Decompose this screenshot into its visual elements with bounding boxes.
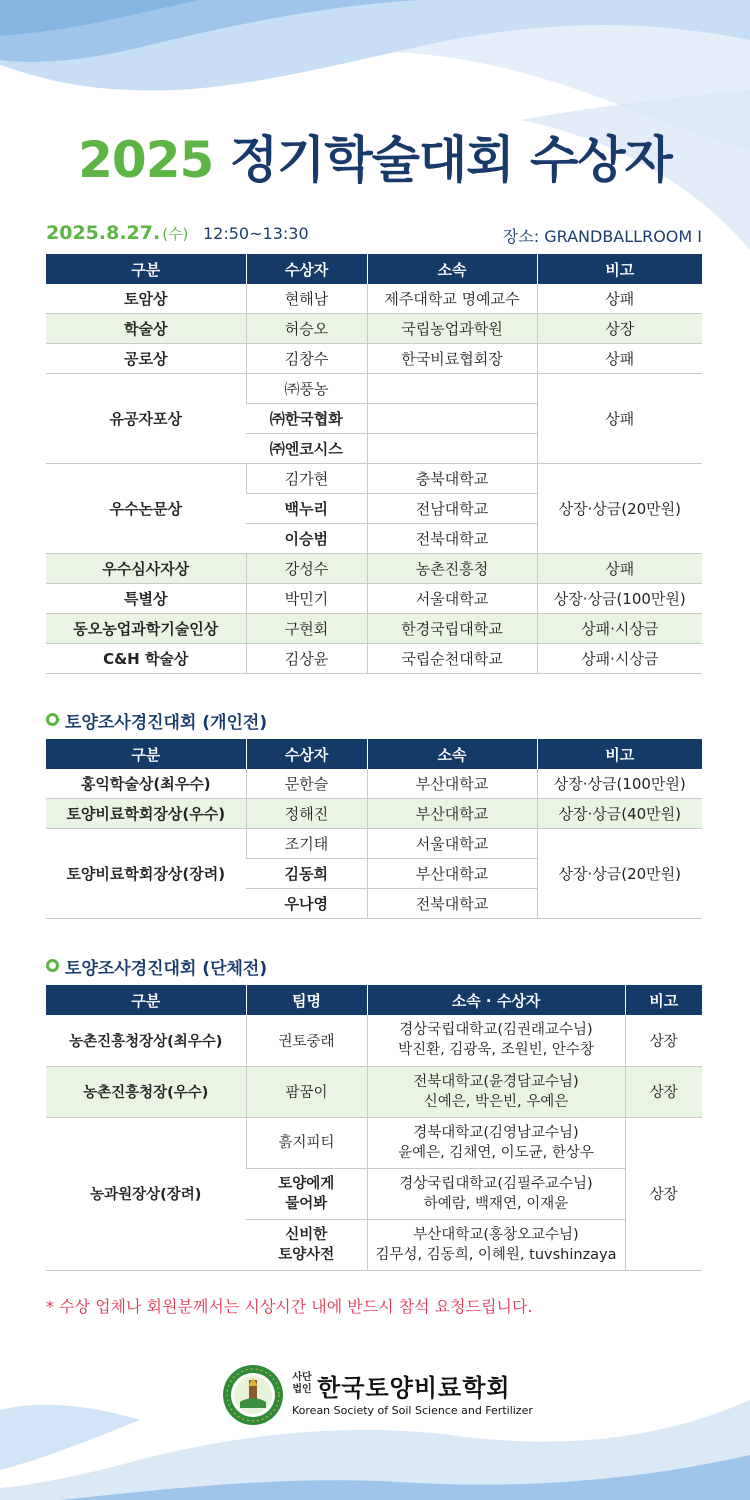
section-title-team	[46, 954, 267, 979]
table-row	[46, 374, 702, 404]
cell-winner: 김상윤	[246, 644, 367, 674]
header-note: 비고	[537, 739, 702, 769]
cell-winner: ㈜한국협화	[246, 404, 367, 434]
cell-org-line: 전북대학교(윤경담교수님)	[413, 1073, 579, 1090]
table-row	[46, 799, 702, 829]
prefix-line: 사단	[292, 1372, 312, 1383]
cell-affiliation-winners	[367, 1219, 625, 1270]
table-row	[46, 1066, 702, 1117]
table-row	[46, 1015, 702, 1066]
cell-category: 유공자포상	[46, 374, 246, 464]
team-contest-table	[46, 985, 702, 1271]
cell-affiliation: 한경국립대학교	[367, 614, 537, 644]
table-row	[46, 284, 702, 314]
cell-note: 상패	[537, 344, 702, 374]
cell-note: 상패·시상금	[537, 614, 702, 644]
cell-category: C&H 학술상	[46, 644, 246, 674]
cell-team	[246, 1219, 367, 1270]
title-text: 정기학술대회 수상자	[229, 131, 672, 189]
header-category: 구분	[46, 739, 246, 769]
cell-category: 토양비료학회장상(우수)	[46, 799, 246, 829]
table-row	[46, 584, 702, 614]
cell-affiliation: 부산대학교	[367, 769, 537, 799]
cell-affiliation: 부산대학교	[367, 799, 537, 829]
cell-team	[246, 1168, 367, 1219]
cell-affiliation-winners	[367, 1066, 625, 1117]
cell-category: 우수심사자상	[46, 554, 246, 584]
table-row	[46, 554, 702, 584]
cell-winner: 백누리	[246, 494, 367, 524]
bullet-icon	[46, 959, 59, 972]
awards-table	[46, 254, 702, 674]
table-row	[46, 769, 702, 799]
team-name-line: 토양사전	[278, 1246, 335, 1263]
cell-affiliation: 한국비료협회장	[367, 344, 537, 374]
cell-category: 특별상	[46, 584, 246, 614]
cell-affiliation: 전남대학교	[367, 494, 537, 524]
team-name-line: 물어봐	[285, 1195, 328, 1212]
cell-winner: 정해진	[246, 799, 367, 829]
cell-note: 상패·시상금	[537, 644, 702, 674]
cell-note: 상장·상금(40만원)	[537, 799, 702, 829]
cell-note: 상장	[625, 1015, 702, 1066]
cell-affiliation	[367, 434, 537, 464]
cell-affiliation: 국립순천대학교	[367, 644, 537, 674]
cell-affiliation-winners	[367, 1015, 625, 1066]
header-note: 비고	[537, 254, 702, 284]
cell-org-line: 경상국립대학교(김권래교수님)	[399, 1022, 593, 1039]
cell-category: 토암상	[46, 284, 246, 314]
cell-category: 농촌진흥청장상(최우수)	[46, 1015, 246, 1066]
cell-affiliation: 전북대학교	[367, 524, 537, 554]
cell-affiliation: 국립농업과학원	[367, 314, 537, 344]
cell-org-line: 경북대학교(김영남교수님)	[413, 1124, 579, 1141]
cell-note: 상장·상금(20만원)	[537, 464, 702, 554]
section-title-individual	[46, 708, 267, 733]
cell-affiliation	[367, 374, 537, 404]
cell-category: 학술상	[46, 314, 246, 344]
corporation-prefix	[292, 1372, 312, 1396]
cell-category: 토양비료학회장상(장려)	[46, 829, 246, 919]
cell-affiliation: 전북대학교	[367, 889, 537, 919]
day-text: (수)	[162, 225, 189, 243]
cell-team: 팜꿈이	[246, 1066, 367, 1117]
table-row	[46, 314, 702, 344]
event-time: 12:50~13:30	[203, 224, 309, 243]
cell-winner: 박민기	[246, 584, 367, 614]
cell-note: 상장·상금(100만원)	[537, 584, 702, 614]
prefix-line: 법인	[292, 1384, 312, 1395]
cell-affiliation: 부산대학교	[367, 859, 537, 889]
section-label: 토양조사경진대회 (개인전)	[65, 713, 268, 733]
cell-affiliation	[367, 404, 537, 434]
society-english-name: Korean Society of Soil Science and Fertilizer	[292, 1404, 533, 1417]
table-row	[46, 614, 702, 644]
cell-members-line: 신예은, 박은빈, 우예은	[423, 1093, 569, 1110]
cell-category: 홍익학술상(최우수)	[46, 769, 246, 799]
header-affiliation: 소속	[367, 254, 537, 284]
table-header	[46, 985, 702, 1015]
page-title	[0, 120, 750, 192]
title-year: 2025	[78, 131, 214, 189]
section-label: 토양조사경진대회 (단체전)	[65, 959, 268, 979]
cell-winner: 현해남	[246, 284, 367, 314]
cell-team	[246, 1117, 367, 1168]
team-name-line: 신비한	[285, 1226, 328, 1243]
bullet-icon	[46, 713, 59, 726]
table-row	[46, 344, 702, 374]
cell-winner: 허승오	[246, 314, 367, 344]
table-row	[46, 829, 702, 859]
cell-winner: 김창수	[246, 344, 367, 374]
society-logo	[222, 1362, 542, 1428]
cell-note: 상장	[537, 314, 702, 344]
cell-org-line: 경상국립대학교(김필주교수님)	[399, 1175, 593, 1192]
individual-contest-table	[46, 739, 702, 919]
cell-team: 권토중래	[246, 1015, 367, 1066]
cell-category: 우수논문상	[46, 464, 246, 554]
cell-affiliation-winners	[367, 1168, 625, 1219]
header-affiliation-winners: 소속 · 수상자	[367, 985, 625, 1015]
cell-winner: 김동희	[246, 859, 367, 889]
cell-members-line: 박진환, 김광욱, 조원빈, 안수창	[398, 1042, 594, 1059]
cell-note: 상패	[537, 374, 702, 464]
header-team: 팀명	[246, 985, 367, 1015]
cell-affiliation: 서울대학교	[367, 829, 537, 859]
event-meta	[46, 222, 702, 248]
society-name: 한국토양비료학회	[317, 1374, 511, 1402]
cell-winner: 이승범	[246, 524, 367, 554]
cell-members-line: 김무성, 김동희, 이혜원, tuvshinzaya	[375, 1246, 617, 1263]
cell-affiliation: 제주대학교 명예교수	[367, 284, 537, 314]
header-category: 구분	[46, 985, 246, 1015]
cell-note: 상장·상금(20만원)	[537, 829, 702, 919]
cell-category: 공로상	[46, 344, 246, 374]
cell-affiliation-winners	[367, 1117, 625, 1168]
table-header	[46, 254, 702, 284]
cell-note: 상패	[537, 554, 702, 584]
cell-winner: 강성수	[246, 554, 367, 584]
cell-category: 동오농업과학기술인상	[46, 614, 246, 644]
team-name-line: 흙지피티	[278, 1134, 335, 1151]
team-name-line: 토양에게	[278, 1175, 335, 1192]
header-winner: 수상자	[246, 739, 367, 769]
cell-note: 상장·상금(100만원)	[537, 769, 702, 799]
cell-winner: 문한슬	[246, 769, 367, 799]
header-note: 비고	[625, 985, 702, 1015]
society-name-block	[292, 1368, 533, 1417]
cell-category: 농촌진흥청장(우수)	[46, 1066, 246, 1117]
table-header	[46, 739, 702, 769]
cell-note: 상패	[537, 284, 702, 314]
event-date	[46, 222, 188, 244]
cell-affiliation: 충북대학교	[367, 464, 537, 494]
header-category: 구분	[46, 254, 246, 284]
event-venue: 장소: GRANDBALLROOM I	[502, 227, 702, 246]
cell-affiliation: 농촌진흥청	[367, 554, 537, 584]
society-seal-emblem-icon	[222, 1364, 284, 1426]
cell-winner: 구현회	[246, 614, 367, 644]
cell-members-line: 윤예은, 김채연, 이도균, 한상우	[398, 1144, 594, 1161]
cell-winner: 조기태	[246, 829, 367, 859]
date-text: 2025.8.27.	[46, 222, 161, 244]
cell-winner: ㈜엔코시스	[246, 434, 367, 464]
table-row	[46, 644, 702, 674]
cell-category: 농과원장상(장려)	[46, 1117, 246, 1270]
cell-winner: 김가현	[246, 464, 367, 494]
cell-members-line: 하예람, 백재연, 이재윤	[423, 1195, 569, 1212]
cell-note: 상장	[625, 1066, 702, 1117]
header-affiliation: 소속	[367, 739, 537, 769]
cell-org-line: 부산대학교(홍창오교수님)	[413, 1226, 579, 1243]
table-row	[46, 1117, 702, 1168]
cell-affiliation: 서울대학교	[367, 584, 537, 614]
attendance-note: * 수상 업체나 회원분께서는 시상시간 내에 반드시 참석 요청드립니다.	[46, 1297, 533, 1316]
cell-winner: 우나영	[246, 889, 367, 919]
cell-winner: ㈜풍농	[246, 374, 367, 404]
cell-note: 상장	[625, 1117, 702, 1270]
header-winner: 수상자	[246, 254, 367, 284]
table-row	[46, 464, 702, 494]
